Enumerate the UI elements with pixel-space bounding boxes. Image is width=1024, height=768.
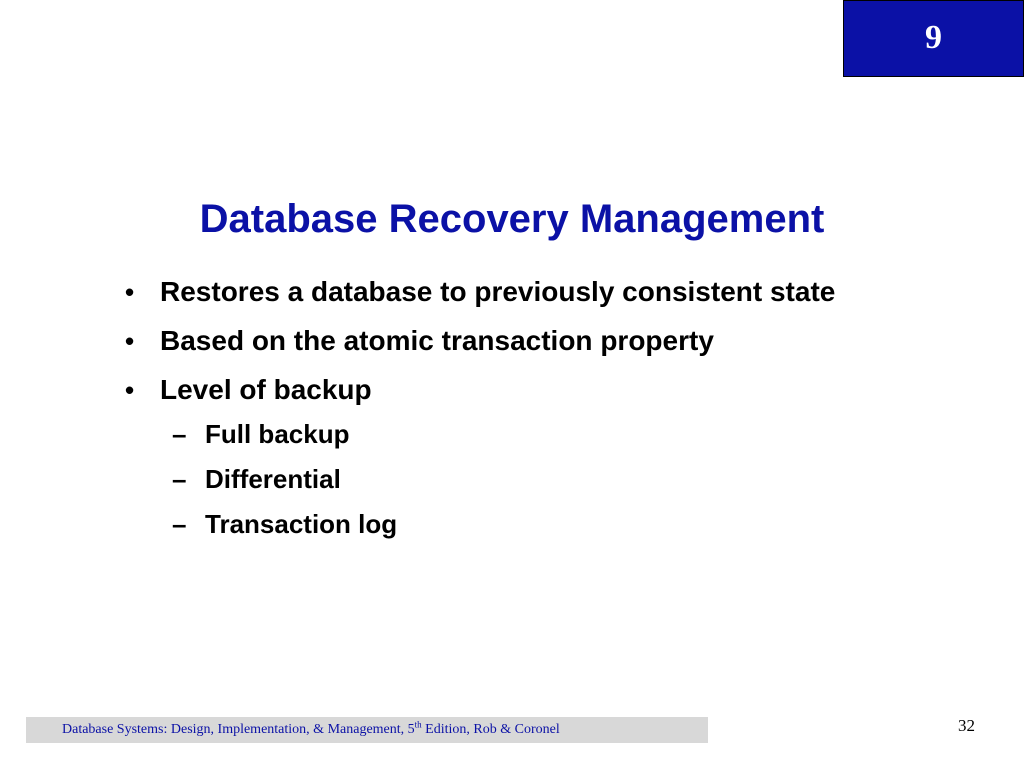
bullet-text: Based on the atomic transaction property: [160, 325, 714, 356]
bullet-text: Restores a database to previously consistent state: [160, 276, 836, 307]
bullet-marker: •: [125, 326, 135, 356]
chapter-number-badge: [843, 0, 1024, 77]
footer-superscript: th: [414, 719, 422, 730]
sub-bullet-item: [160, 506, 920, 542]
sub-bullet-item: [160, 416, 920, 452]
page-number: 32: [958, 716, 975, 735]
slide-title: Database Recovery Management: [199, 197, 825, 241]
sub-bullet-text: Transaction log: [205, 509, 398, 539]
sub-bullet-list: [160, 416, 920, 542]
bullet-text: Level of backup: [160, 374, 372, 405]
footer-text-before: Database Systems: Design, Implementation, & Management, 5: [62, 722, 415, 737]
sub-bullet-item: [160, 461, 920, 497]
sub-bullet-text: Differential: [205, 464, 341, 494]
bullet-item: [120, 321, 920, 361]
sub-bullet-marker: –: [172, 464, 187, 494]
bullet-marker: •: [125, 277, 135, 307]
bullet-item: [120, 370, 920, 542]
sub-bullet-marker: –: [172, 419, 187, 449]
sub-bullet-marker: –: [172, 509, 187, 539]
bullet-list: [120, 272, 920, 551]
chapter-number: 9: [925, 19, 942, 56]
footer-citation: [62, 719, 560, 738]
bullet-item: [120, 272, 920, 312]
sub-bullet-text: Full backup: [205, 419, 350, 449]
footer-text-after: Edition, Rob & Coronel: [421, 722, 560, 737]
bullet-marker: •: [125, 375, 135, 405]
